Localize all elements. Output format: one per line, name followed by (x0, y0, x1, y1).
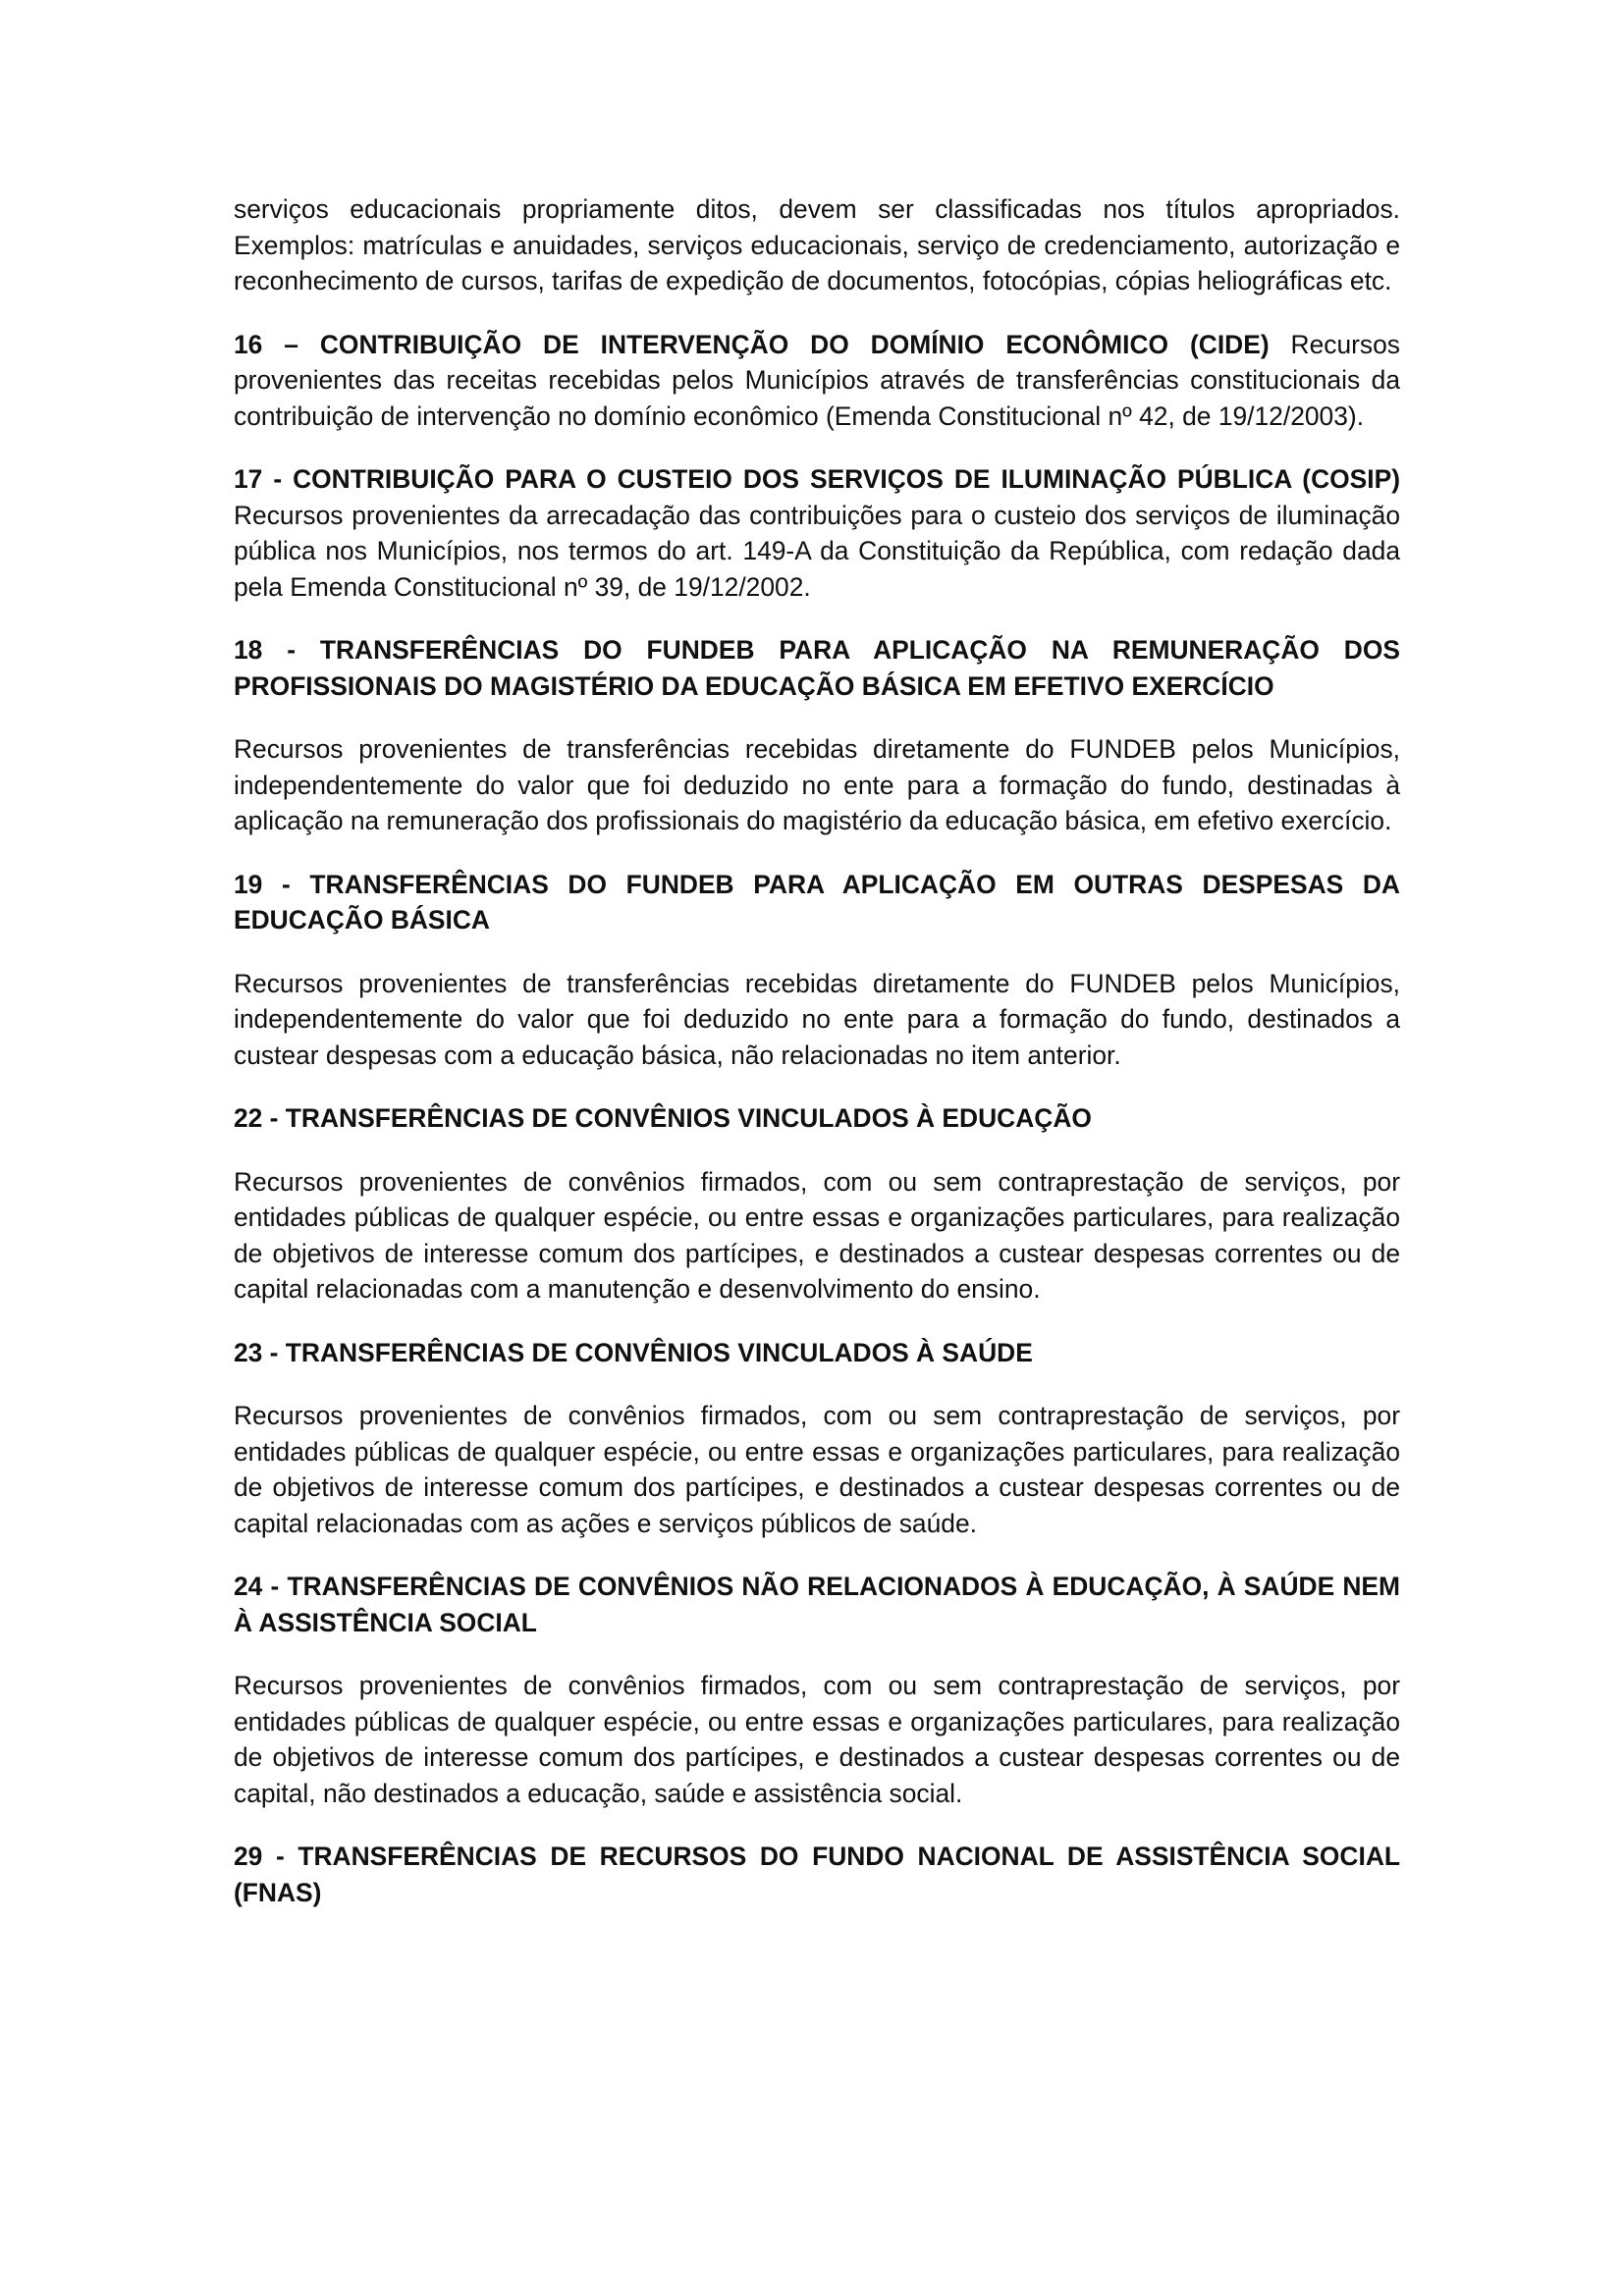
section-17-paragraph (234, 461, 1400, 605)
section-16-paragraph (234, 327, 1400, 435)
section-29-heading: 29 - TRANSFERÊNCIAS DE RECURSOS DO FUNDO NACIONAL DE ASSISTÊNCIA SOCIAL (FNAS) (234, 1842, 1400, 1907)
section-18-text: Recursos provenientes de transferências recebidas diretamente do FUNDEB pelos Municípios, independentemente do valor que foi deduzido no ente para a formação do fundo, destinadas à aplicação na remuneração dos profissionais do magistério da educação básica, em efetivo exercício. (234, 734, 1400, 835)
section-23-heading: 23 - TRANSFERÊNCIAS DE CONVÊNIOS VINCULADOS À SAÚDE (234, 1337, 1033, 1367)
section-17-text: Recursos provenientes da arrecadação das contribuições para o custeio dos serviços de iluminação pública nos Municípios, nos termos do art. 149-A da Constituição da República, com redação dada pela Emenda Constitucional nº 39, de 19/12/2002. (234, 500, 1400, 602)
section-16-heading: 16 – CONTRIBUIÇÃO DE INTERVENÇÃO DO DOMÍNIO ECONÔMICO (CIDE) (234, 329, 1270, 359)
section-22-heading: 22 - TRANSFERÊNCIAS DE CONVÊNIOS VINCULADOS À EDUCAÇÃO (234, 1103, 1092, 1133)
document-page (234, 191, 1400, 1910)
section-22-text: Recursos provenientes de convênios firmados, com ou sem contraprestação de serviços, por entidades públicas de qualquer espécie, ou entre essas e organizações particulares, para realização de objetivos de interesse comum dos partícipes, e destinados a custear despesas correntes ou de capital relacionadas com a manutenção e desenvolvimento do ensino. (234, 1166, 1400, 1304)
section-17-heading: 17 - CONTRIBUIÇÃO PARA O CUSTEIO DOS SERVIÇOS DE ILUMINAÇÃO PÚBLICA (COSIP) (234, 464, 1400, 494)
section-24-heading: 24 - TRANSFERÊNCIAS DE CONVÊNIOS NÃO RELACIONADOS À EDUCAÇÃO, À SAÚDE NEM À ASSISTÊNCIA SOCIAL (234, 1572, 1400, 1637)
section-19-heading: 19 - TRANSFERÊNCIAS DO FUNDEB PARA APLICAÇÃO EM OUTRAS DESPESAS DA EDUCAÇÃO BÁSICA (234, 869, 1400, 934)
section-18-heading: 18 - TRANSFERÊNCIAS DO FUNDEB PARA APLICAÇÃO NA REMUNERAÇÃO DOS PROFISSIONAIS DO MAGISTÉRIO DA EDUCAÇÃO BÁSICA EM EFETIVO EXERCÍCIO (234, 635, 1400, 701)
intro-paragraph: serviços educacionais propriamente ditos, devem ser classificadas nos títulos apropriados. Exemplos: matrículas e anuidades, serviços educacionais, serviço de credenciamento, autorização e reconhecimento de cursos, tarifas de expedição de documentos, fotocópias, cópias heliográficas etc. (234, 194, 1400, 295)
section-24-text: Recursos provenientes de convênios firmados, com ou sem contraprestação de serviços, por entidades públicas de qualquer espécie, ou entre essas e organizações particulares, para realização de objetivos de interesse comum dos partícipes, e destinados a custear despesas correntes ou de capital, não destinados a educação, saúde e assistência social. (234, 1671, 1400, 1808)
section-19-text: Recursos provenientes de transferências recebidas diretamente do FUNDEB pelos Municípios, independentemente do valor que foi deduzido no ente para a formação do fundo, destinados a custear despesas com a educação básica, não relacionadas no item anterior. (234, 968, 1400, 1070)
section-23-text: Recursos provenientes de convênios firmados, com ou sem contraprestação de serviços, por entidades públicas de qualquer espécie, ou entre essas e organizações particulares, para realização de objetivos de interesse comum dos partícipes, e destinados a custear despesas correntes ou de capital relacionadas com as ações e serviços públicos de saúde. (234, 1401, 1400, 1538)
section-16-text: Recursos provenientes das receitas recebidas pelos Municípios através de transferências constitucionais da contribuição de intervenção no domínio econômico (Emenda Constitucional nº 42, de 19/12/2003). (234, 329, 1400, 431)
